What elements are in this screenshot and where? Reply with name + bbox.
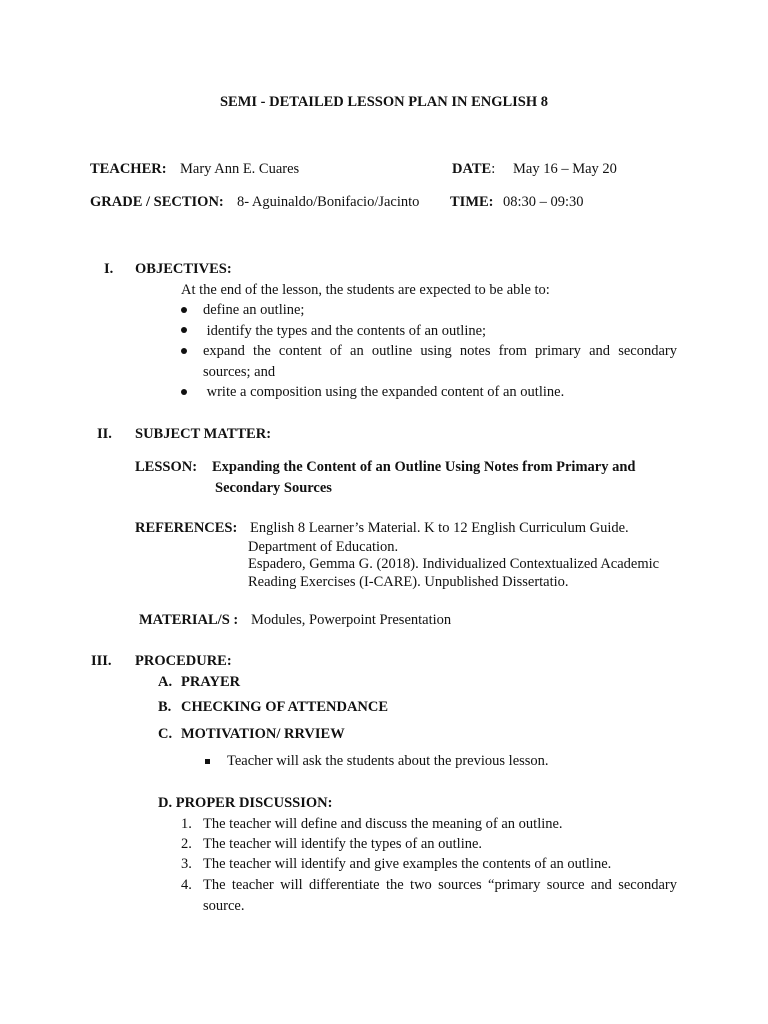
lesson-title-line2: Secondary Sources	[215, 480, 332, 496]
discussion-item-1: The teacher will define and discuss the meaning of an outline.	[203, 816, 563, 832]
grade-label: GRADE / SECTION:	[90, 194, 224, 210]
procedure-a-letter: A.	[158, 674, 173, 690]
procedure-b-text: CHECKING OF ATTENDANCE	[181, 699, 389, 715]
materials-value: Modules, Powerpoint Presentation	[251, 612, 452, 628]
objectives-intro: At the end of the lesson, the students are expected to be able to:	[181, 282, 550, 298]
reference-line-4: Reading Exercises (I-CARE). Unpublished Dissertatio.	[248, 574, 569, 590]
objective-item-3: expand the content of an outline using notes from primary and secondary	[203, 343, 677, 359]
reference-line-3: Espadero, Gemma G. (2018). Individualized Contextualized Academic	[248, 556, 660, 572]
objectives-numeral: I.	[104, 261, 114, 277]
objective-item-4: write a composition using the expanded content of an outline.	[203, 384, 565, 400]
bullet-icon	[181, 389, 187, 395]
discussion-num-2: 2.	[181, 836, 192, 852]
subject-heading: SUBJECT MATTER:	[135, 426, 272, 442]
discussion-item-3: The teacher will identify and give examples the contents of an outline.	[203, 856, 612, 872]
bullet-icon	[181, 307, 187, 313]
discussion-item-2: The teacher will identify the types of an outline.	[203, 836, 483, 852]
objective-item-2: identify the types and the contents of an outline;	[203, 323, 487, 339]
bullet-icon	[181, 348, 187, 354]
subject-numeral: II.	[97, 426, 112, 442]
procedure-b-letter: B.	[158, 699, 172, 715]
page-title: SEMI - DETAILED LESSON PLAN IN ENGLISH 8	[219, 94, 549, 110]
time-label: TIME:	[450, 194, 494, 210]
discussion-item-4-cont: source.	[203, 898, 245, 914]
square-bullet-icon	[205, 759, 210, 764]
materials-label: MATERIAL/S :	[139, 612, 239, 628]
references-label: REFERENCES:	[135, 520, 238, 536]
discussion-num-4: 4.	[181, 877, 192, 893]
date-colon: :	[491, 161, 496, 177]
procedure-heading: PROCEDURE:	[135, 653, 232, 669]
proper-discussion-heading: D. PROPER DISCUSSION:	[158, 795, 333, 811]
procedure-c-letter: C.	[158, 726, 173, 742]
discussion-num-3: 3.	[181, 856, 192, 872]
objective-item-3-cont: sources; and	[203, 364, 276, 380]
reference-line-2: Department of Education.	[248, 539, 399, 555]
lesson-label: LESSON:	[135, 459, 198, 475]
lesson-title-line1: Expanding the Content of an Outline Using Notes from Primary and	[212, 459, 636, 475]
grade-value: 8- Aguinaldo/Bonifacio/Jacinto	[237, 194, 420, 210]
discussion-item-4: The teacher will differentiate the two sources “primary source and secondary	[203, 877, 677, 893]
objectives-heading: OBJECTIVES:	[135, 261, 232, 277]
time-value: 08:30 – 09:30	[503, 194, 584, 210]
procedure-a-text: PRAYER	[181, 674, 241, 690]
date-field	[452, 161, 495, 178]
reference-line-1: English 8 Learner’s Material. K to 12 English Curriculum Guide.	[250, 520, 629, 536]
bullet-icon	[181, 327, 187, 333]
procedure-c-text: MOTIVATION/ RRVIEW	[181, 726, 345, 742]
date-value: May 16 – May 20	[513, 161, 617, 177]
teacher-value: Mary Ann E. Cuares	[180, 161, 300, 177]
date-label: DATE	[452, 161, 492, 177]
teacher-label: TEACHER:	[90, 161, 167, 177]
discussion-num-1: 1.	[181, 816, 192, 832]
procedure-numeral: III.	[91, 653, 112, 669]
procedure-c-item: Teacher will ask the students about the previous lesson.	[227, 753, 549, 769]
objective-item-1: define an outline;	[203, 302, 305, 318]
